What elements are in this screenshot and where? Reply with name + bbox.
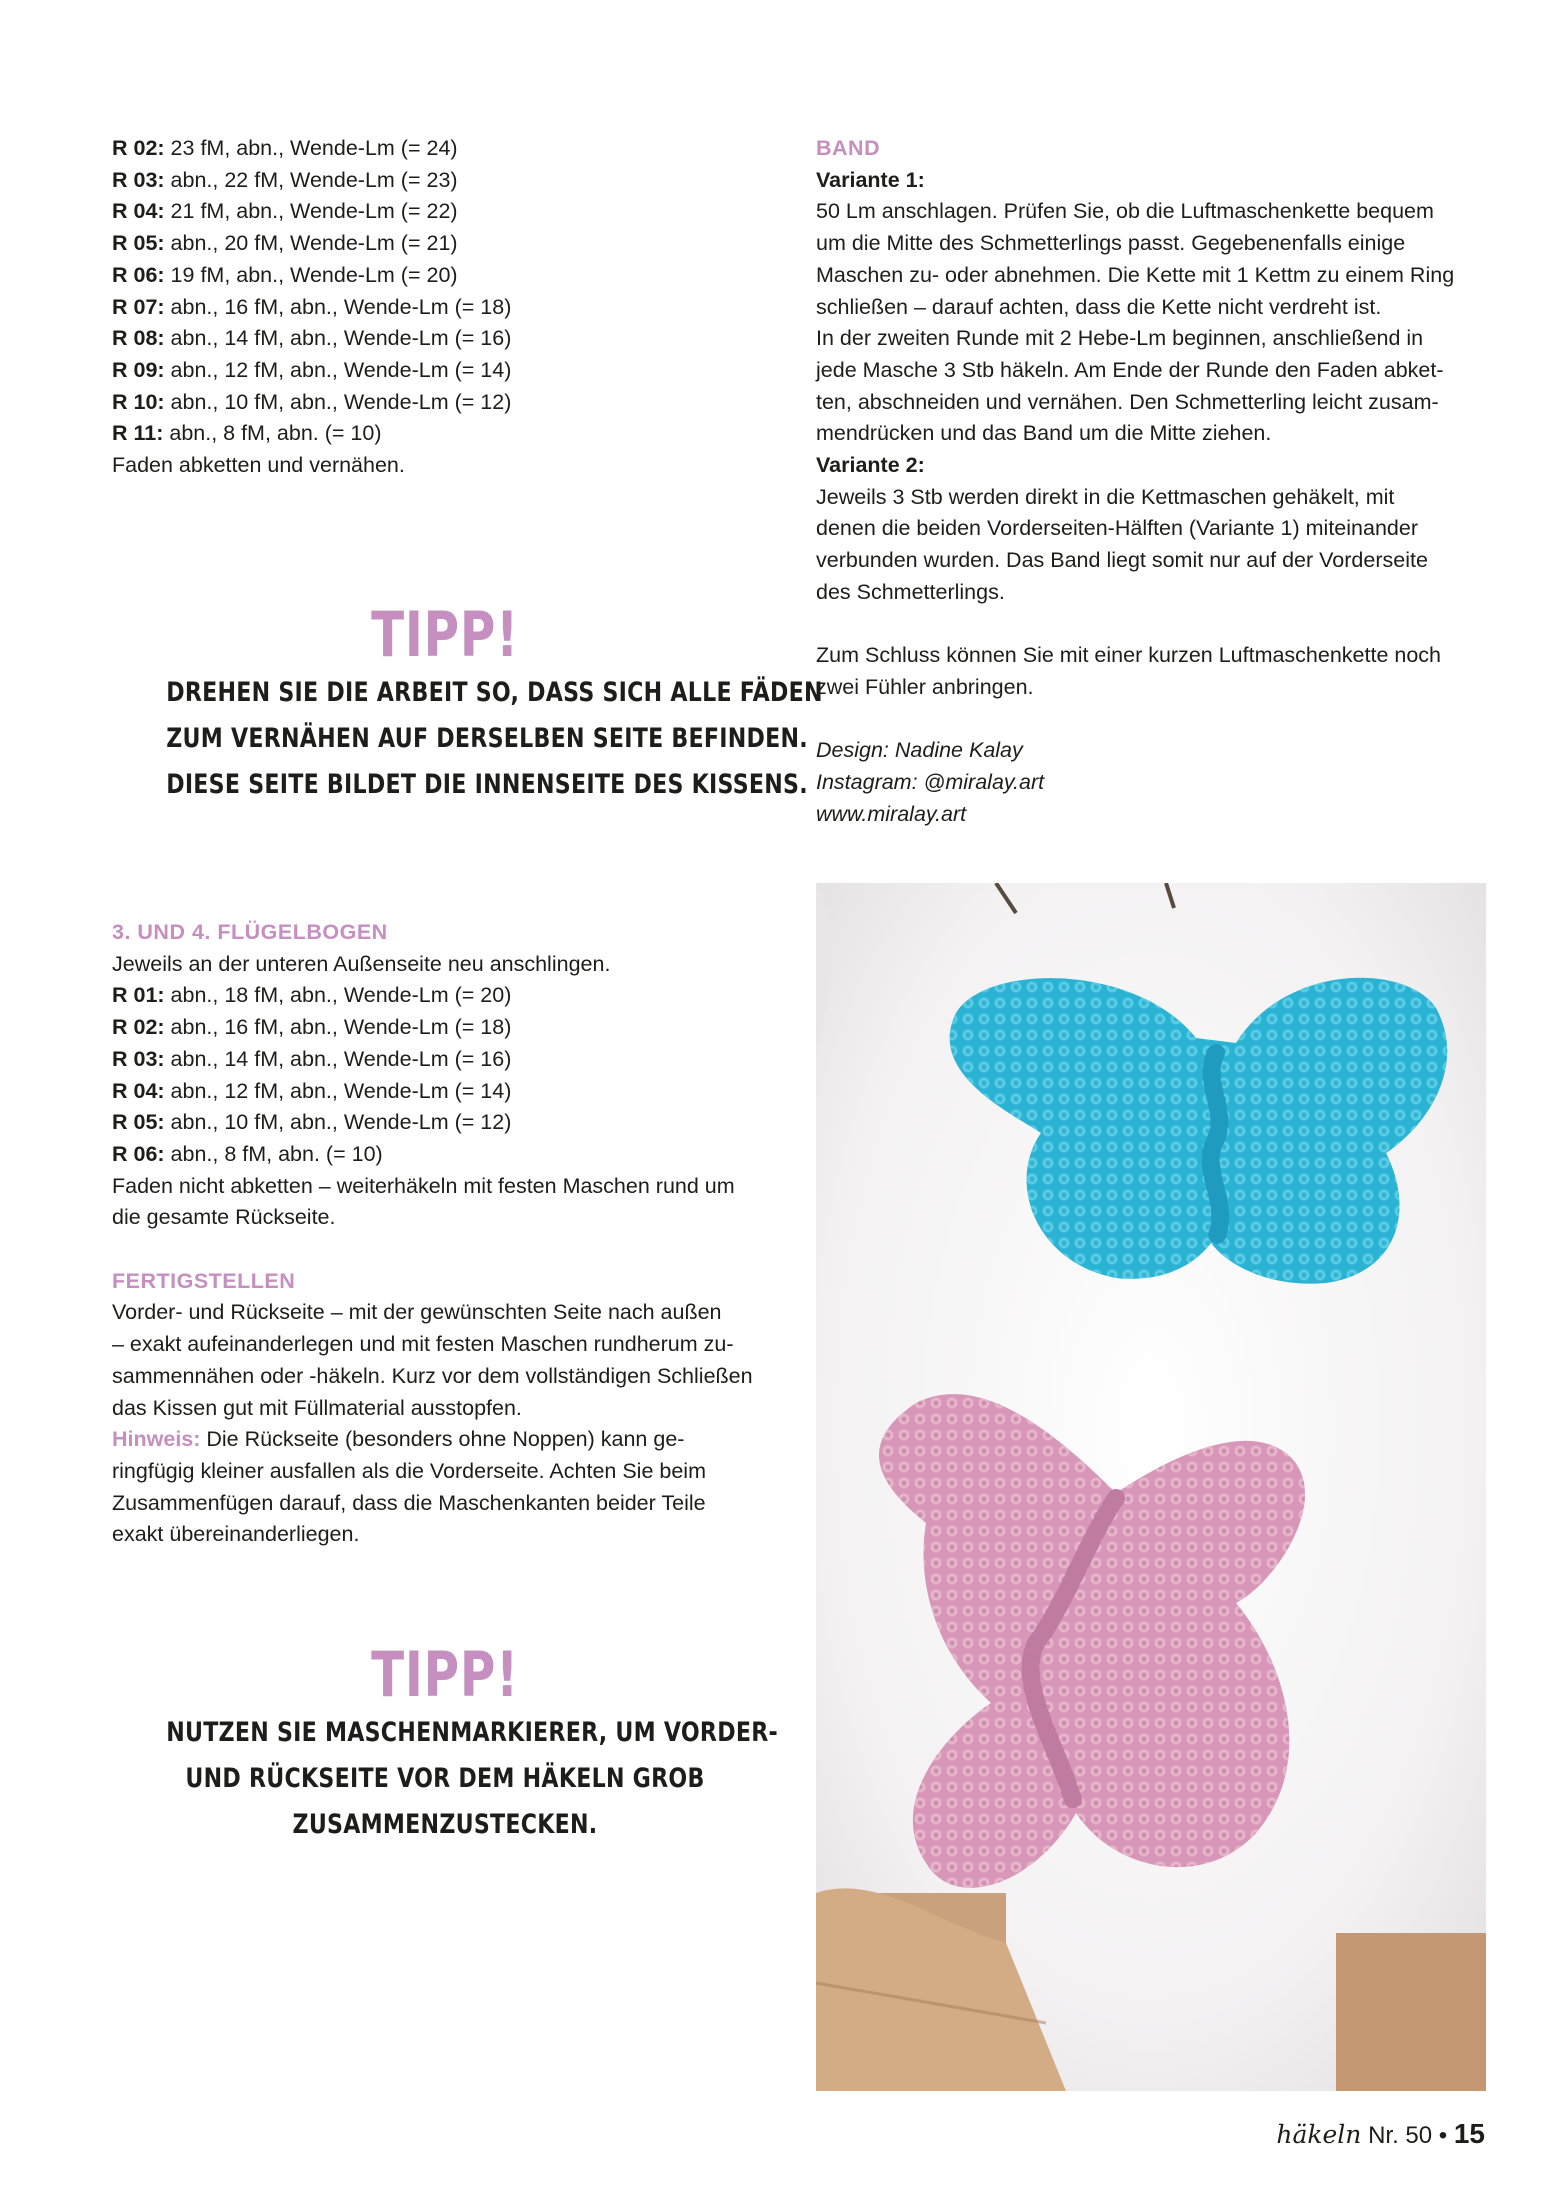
instruction-row <box>112 228 782 260</box>
row-text: abn., 12 fM, abn., Wende-Lm (= 14) <box>164 1078 512 1103</box>
row-text: abn., 12 fM, abn., Wende-Lm (= 14) <box>164 357 512 382</box>
text-line: Vorder- und Rückseite – mit der gewünschten Seite nach außen <box>112 1300 722 1325</box>
tip-line: DIESE SEITE BILDET DIE INNENSEITE DES KISSENS. <box>166 769 808 800</box>
tip-title: TIPP! <box>371 1638 519 1711</box>
text-line: sammennähen oder -häkeln. Kurz vor dem vollständigen Schließen <box>112 1363 753 1388</box>
row-label: R 06: <box>112 1141 165 1166</box>
instruction-row <box>112 196 782 228</box>
text-line: verbunden wurden. Das Band liegt somit nur auf der Vorderseite <box>816 548 1428 573</box>
page-number: 15 <box>1453 2118 1485 2149</box>
credit-line: Design: Nadine Kalay <box>816 738 1023 763</box>
row-label: R 07: <box>112 294 165 319</box>
instruction-row <box>112 1107 782 1139</box>
row-label: R 05: <box>112 1110 165 1135</box>
intro-text: Jeweils an der unteren Außenseite neu anschlingen. <box>112 951 611 976</box>
tip-line: NUTZEN SIE MASCHENMARKIERER, UM VORDER- <box>166 1717 778 1748</box>
text-line: jede Masche 3 Stb häkeln. Am Ende der Runde den Faden abket- <box>816 357 1444 382</box>
row-text: abn., 16 fM, abn., Wende-Lm (= 18) <box>164 1015 512 1040</box>
magazine-brand: häkeln <box>1276 2120 1362 2149</box>
row-label: R 11: <box>112 421 164 446</box>
row-text: 19 fM, abn., Wende-Lm (= 20) <box>164 262 458 287</box>
row-label: R 04: <box>112 1078 165 1103</box>
instruction-row <box>112 1044 782 1076</box>
instruction-row <box>112 292 782 324</box>
bullet: • <box>1438 2122 1448 2149</box>
row-text: abn., 10 fM, abn., Wende-Lm (= 12) <box>164 389 512 414</box>
text-line: In der zweiten Runde mit 2 Hebe-Lm beginnen, anschließend in <box>816 326 1424 351</box>
row-text: 21 fM, abn., Wende-Lm (= 22) <box>164 199 458 224</box>
text-line: Zum Schluss können Sie mit einer kurzen Luftmaschenkette noch <box>816 643 1442 668</box>
row-text: abn., 8 fM, abn. (= 10) <box>163 421 382 446</box>
section-heading: FERTIGSTELLEN <box>112 1268 296 1293</box>
row-text: abn., 20 fM, Wende-Lm (= 21) <box>164 231 458 256</box>
text-line: um die Mitte des Schmetterlings passt. Gegebenenfalls einige <box>816 231 1406 256</box>
instruction-row <box>112 1012 782 1044</box>
row-label: R 05: <box>112 231 165 256</box>
text-line: 50 Lm anschlagen. Prüfen Sie, ob die Luftmaschenkette bequem <box>816 199 1434 224</box>
instruction-row <box>112 260 782 292</box>
row-label: R 06: <box>112 262 165 287</box>
text-line: exakt übereinanderliegen. <box>112 1522 360 1547</box>
row-text: abn., 22 fM, Wende-Lm (= 23) <box>164 167 458 192</box>
tip-line: DREHEN SIE DIE ARBEIT SO, DASS SICH ALLE FÄDEN <box>166 677 823 708</box>
instruction-row <box>112 418 782 450</box>
text-line: mendrücken und das Band um die Mitte ziehen. <box>816 421 1272 446</box>
row-label: R 04: <box>112 199 165 224</box>
text-line: ten, abschneiden und vernähen. Den Schmetterling leicht zusam- <box>816 389 1439 414</box>
credit-line: www.miralay.art <box>816 801 967 826</box>
wings-and-finish-section <box>112 917 782 1551</box>
tip-box-2 <box>105 1640 785 1848</box>
row-label: R 03: <box>112 167 165 192</box>
row-label: R 01: <box>112 983 165 1008</box>
closing-text: Faden abketten und vernähen. <box>112 453 405 478</box>
instruction-row <box>112 133 782 165</box>
variant-label: Variante 2: <box>816 453 925 478</box>
section-heading: BAND <box>816 136 881 160</box>
row-text: abn., 14 fM, abn., Wende-Lm (= 16) <box>164 1046 512 1071</box>
row-label: R 02: <box>112 1015 165 1040</box>
row-text: abn., 16 fM, abn., Wende-Lm (= 18) <box>164 294 512 319</box>
row-text: abn., 18 fM, abn., Wende-Lm (= 20) <box>164 983 512 1008</box>
hint-line <box>112 1424 782 1456</box>
tip-line: ZUM VERNÄHEN AUF DERSELBEN SEITE BEFINDEN. <box>166 723 808 754</box>
text-line: Maschen zu- oder abnehmen. Die Kette mit 1 Kettm zu einem Ring <box>816 262 1455 287</box>
instruction-row <box>112 355 782 387</box>
instruction-row <box>112 387 782 419</box>
row-label: R 08: <box>112 326 165 351</box>
tip-line: ZUSAMMENZUSTECKEN. <box>292 1809 598 1840</box>
credit-line: Instagram: @miralay.art <box>816 770 1045 795</box>
tip-line: UND RÜCKSEITE VOR DEM HÄKELN GROB <box>185 1763 705 1794</box>
text-line: Zusammenfügen darauf, dass die Maschenkanten beider Teile <box>112 1490 706 1515</box>
row-label: R 02: <box>112 136 165 160</box>
hint-label: Hinweis: <box>112 1427 201 1452</box>
text-line: Faden nicht abketten – weiterhäkeln mit festen Maschen rund um <box>112 1173 735 1198</box>
variant-label: Variante 1: <box>816 167 925 192</box>
instruction-row <box>112 1076 782 1108</box>
band-section <box>816 133 1488 830</box>
text-line: – exakt aufeinanderlegen und mit festen Maschen rundherum zu- <box>112 1332 734 1357</box>
row-label: R 09: <box>112 357 165 382</box>
text-line: schließen – darauf achten, dass die Kette nicht verdreht ist. <box>816 294 1382 319</box>
text-line: Jeweils 3 Stb werden direkt in die Kettmaschen gehäkelt, mit <box>816 484 1395 509</box>
butterfly-pillows-photo <box>816 883 1486 2091</box>
hint-text: Die Rückseite (besonders ohne Noppen) kann ge- <box>200 1427 685 1452</box>
row-text: abn., 14 fM, abn., Wende-Lm (= 16) <box>164 326 512 351</box>
instruction-row <box>112 323 782 355</box>
text-line: des Schmetterlings. <box>816 579 1005 604</box>
row-instructions-top <box>112 133 782 482</box>
tip-title: TIPP! <box>371 598 519 671</box>
text-line: zwei Fühler anbringen. <box>816 674 1034 699</box>
row-text: 23 fM, abn., Wende-Lm (= 24) <box>164 136 458 160</box>
text-line: die gesamte Rückseite. <box>112 1205 336 1230</box>
row-label: R 03: <box>112 1046 165 1071</box>
text-line: das Kissen gut mit Füllmaterial ausstopfen. <box>112 1395 522 1420</box>
row-label: R 10: <box>112 389 165 414</box>
instruction-row <box>112 1139 782 1171</box>
instruction-row <box>112 980 782 1012</box>
tip-box-1 <box>105 598 823 808</box>
row-text: abn., 10 fM, abn., Wende-Lm (= 12) <box>164 1110 512 1135</box>
text-line: denen die beiden Vorderseiten-Hälften (Variante 1) miteinander <box>816 516 1418 541</box>
instruction-row <box>112 165 782 197</box>
section-heading: 3. UND 4. FLÜGELBOGEN <box>112 920 388 944</box>
row-text: abn., 8 fM, abn. (= 10) <box>164 1141 383 1166</box>
text-line: ringfügig kleiner ausfallen als die Vorderseite. Achten Sie beim <box>112 1458 706 1483</box>
page-footer <box>1276 2118 1485 2150</box>
issue-number: Nr. 50 <box>1368 2122 1433 2149</box>
